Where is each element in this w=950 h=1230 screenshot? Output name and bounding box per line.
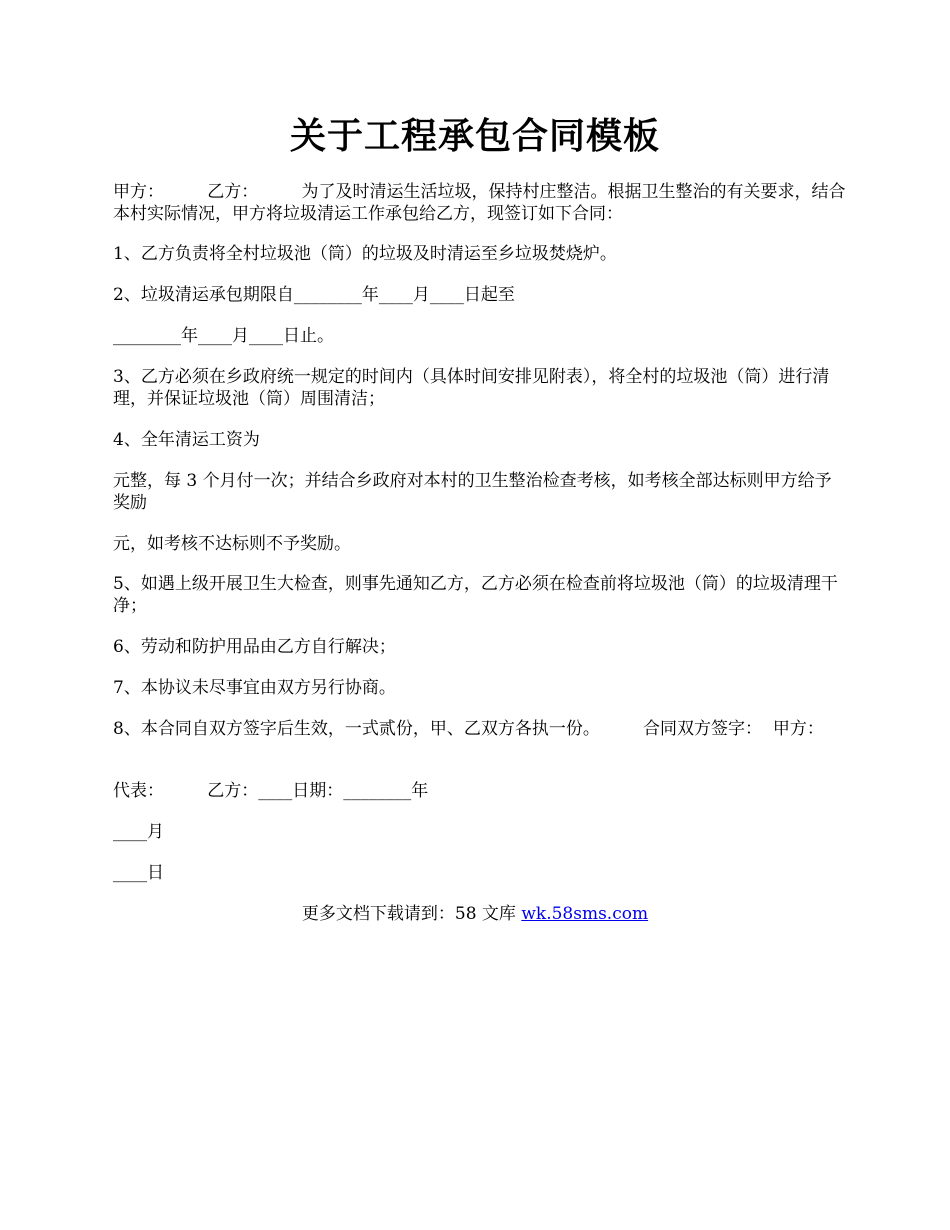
- signature-month: ____月: [113, 822, 164, 842]
- signature-day: ____日: [113, 863, 164, 883]
- clause-3: 3、乙方必须在乡政府统一规定的时间内（具体时间安排见附表），将全村的垃圾池（筒）进行清理，并保证垃圾池（筒）周围清洁；: [113, 367, 830, 409]
- signature-line: 代表： 乙方：____日期：________年: [113, 781, 429, 801]
- clause-4-end: 元，如考核不达标则不予奖励。: [113, 534, 351, 554]
- clause-2: 2、垃圾清运承包期限自________年____月____日起至: [113, 285, 515, 305]
- clause-8: 8、本合同自双方签字后生效，一式贰份，甲、乙双方各执一份。 合同双方签字： 甲方：: [113, 719, 824, 739]
- clause-7: 7、本协议未尽事宜由双方另行协商。: [113, 678, 396, 698]
- clause-4-continuation: 元整，每 3 个月付一次；并结合乡政府对本村的卫生整治检查考核，如考核全部达标则甲方给予奖励: [113, 471, 832, 513]
- footer-text: 更多文档下载请到：58 文库: [301, 904, 522, 924]
- document-title: 关于工程承包合同模板: [289, 115, 660, 157]
- clause-6: 6、劳动和防护用品由乙方自行解决；: [113, 637, 396, 657]
- clause-2-continuation: ________年____月____日止。: [113, 326, 334, 346]
- clause-1: 1、乙方负责将全村垃圾池（筒）的垃圾及时清运至乡垃圾焚烧炉。: [113, 244, 617, 264]
- intro-paragraph: 甲方： 乙方： 为了及时清运生活垃圾，保持村庄整洁。根据卫生整治的有关要求，结合本村实际情况，甲方将垃圾清运工作承包给乙方，现签订如下合同：: [113, 182, 846, 224]
- footer-link[interactable]: wk.58sms.com: [521, 904, 649, 924]
- footer: [0, 903, 950, 925]
- clause-5: 5、如遇上级开展卫生大检查，则事先通知乙方，乙方必须在检查前将垃圾池（筒）的垃圾清理干净；: [113, 574, 838, 616]
- clause-4: 4、全年清运工资为: [113, 430, 260, 450]
